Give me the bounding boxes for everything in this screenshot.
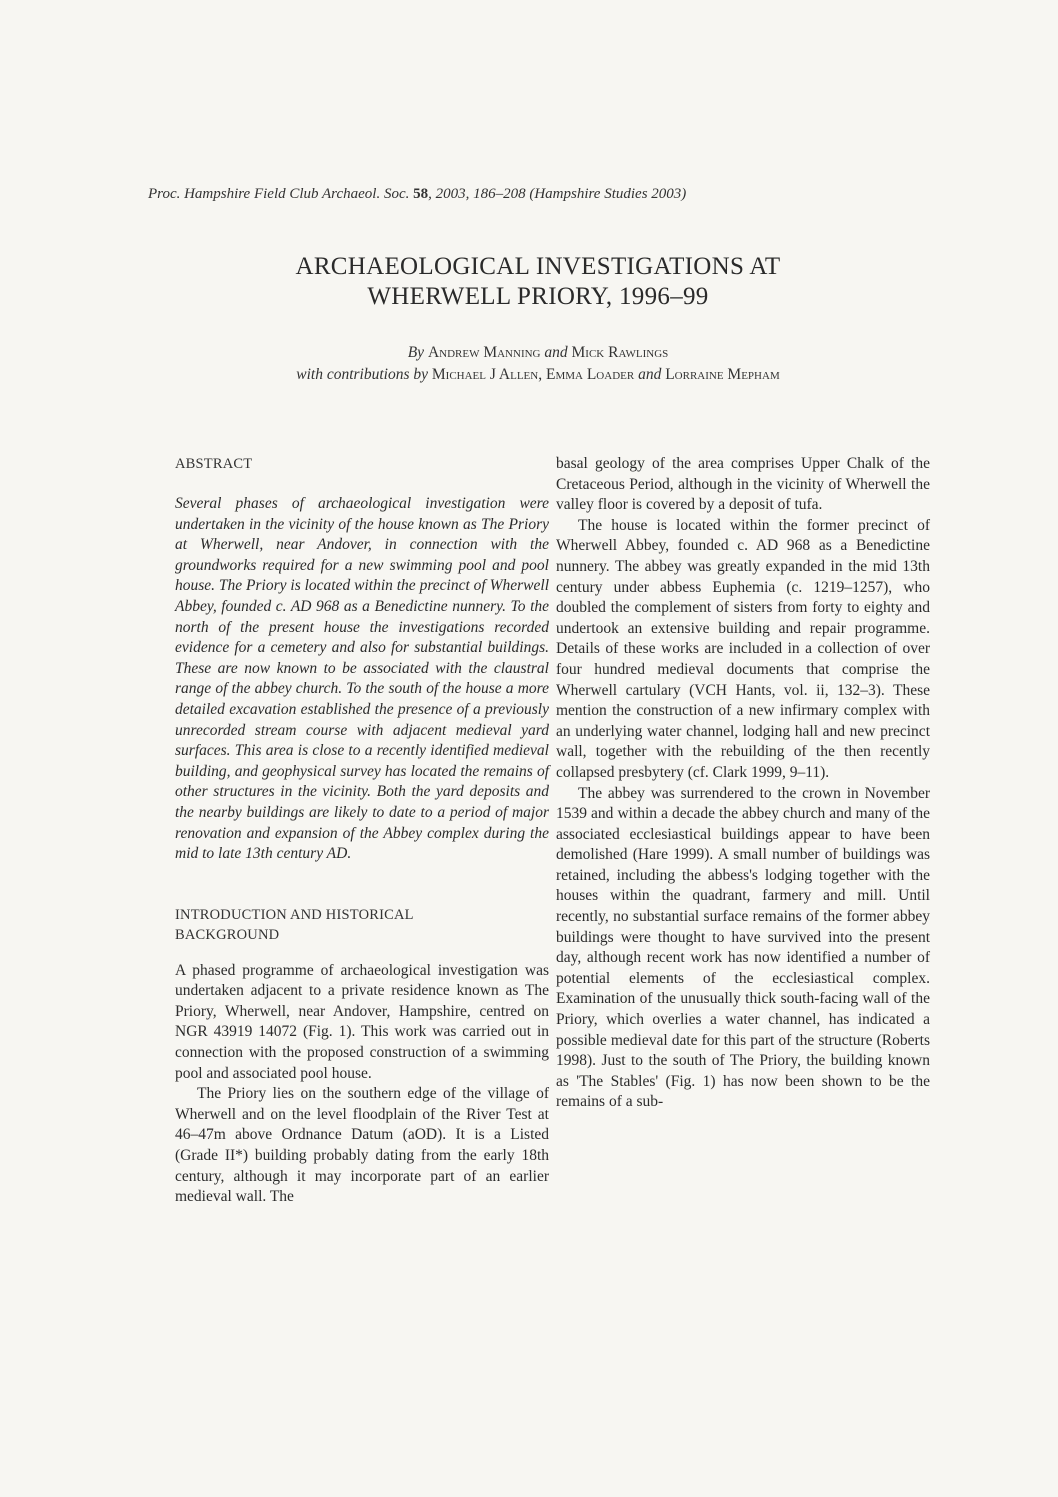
left-column: [175, 454, 549, 1208]
intro-heading: [175, 905, 549, 945]
right-column: [556, 454, 930, 1113]
running-header: [148, 186, 928, 203]
contrib-comma: ,: [538, 366, 543, 383]
right-paragraph-1: basal geology of the area comprises Upper Chalk of the Cretaceous Period, although in the vicinity of Wherwell the valley floor is covered by a deposit of tufa.: [556, 455, 930, 514]
volume-number: 58: [413, 186, 429, 202]
byline: [148, 342, 928, 386]
title-line-2: WHERWELL PRIORY, 1996–99: [367, 283, 709, 310]
contributor-2: Emma Loader: [545, 366, 635, 383]
contributor-3: Lorraine Mepham: [665, 366, 780, 383]
authors-line: [148, 342, 928, 364]
contrib-intro: with contributions by: [296, 366, 429, 383]
author-2: Mick Rawlings: [571, 344, 669, 361]
journal-name: Proc. Hampshire Field Club Archaeol. Soc.: [148, 186, 410, 202]
intro-paragraph-2: The Priory lies on the southern edge of the village of Wherwell and on the level floodplain of the River Test at 46–47m above Ordnance Datum (aOD). It is a Listed (Grade II*) building probably dating from the early 18th century, although it may incorporate part of an earlier medieval wall. The: [175, 1085, 549, 1206]
title-line-1: ARCHAEOLOGICAL INVESTIGATIONS AT: [295, 253, 781, 280]
author-1: Andrew Manning: [427, 344, 541, 361]
article-title: [148, 252, 928, 312]
citation-rest: , 2003, 186–208 (Hampshire Studies 2003): [428, 186, 687, 202]
by-word: By: [407, 344, 425, 361]
intro-paragraph-1: A phased programme of archaeological investigation was undertaken adjacent to a private residence known as The Priory, Wherwell, near Andover, Hampshire, centred on NGR 43919 14072 (Fig. 1). This work was carried out in connection with the proposed construction of a swimming pool and associated pool house.: [175, 961, 549, 1082]
contributor-1: Michael J Allen: [431, 366, 539, 383]
abstract-heading: ABSTRACT: [175, 456, 253, 472]
and-word-2: and: [638, 366, 662, 383]
and-word-1: and: [544, 344, 568, 361]
intro-heading-line-2: BACKGROUND: [175, 926, 280, 943]
right-paragraph-3: The abbey was surrendered to the crown in November 1539 and within a decade the abbey church and many of the associated ecclesiastical buildings appear to have been demolished (Hare 1999). A small number of buildings was retained, including the abbess's lodging together with the houses within the quadrant, farmery and mill. Until recently, no substantial surface remains of the former abbey buildings were thought to have survived into the present day, although recent work has now identified a number of potential elements of the ecclesiastical complex. Examination of the unusually thick south-facing wall of the Priory, which overlies a water channel, has indicated a possible medieval date for this part of the structure (Roberts 1998). Just to the south of The Priory, the building known as 'The Stables' (Fig. 1) has now been shown to be the remains of a sub-: [556, 784, 930, 1111]
contributors-line: [148, 364, 928, 386]
intro-heading-line-1: INTRODUCTION AND HISTORICAL: [175, 906, 414, 923]
right-paragraph-2: The house is located within the former precinct of Wherwell Abbey, founded c. AD 968 as a Benedictine nunnery. The abbey was greatly expanded in the mid 13th century under abbess Euphemia (c. 1219–1257), who doubled the complement of sisters from forty to eighty and undertook an extensive building and repair programme. Details of these works are included in a collection of over four hundred medieval documents that comprise the Wherwell cartulary (VCH Hants, vol. ii, 132–3). These mention the construction of a new infirmary complex with an underlying water channel, lodging hall and new precinct wall, together with the rebuilding of the then recently collapsed presbytery (cf. Clark 1999, 9–11).: [556, 516, 930, 781]
abstract-text: Several phases of archaeological investigation were undertaken in the vicinity of the house known as The Priory at Wherwell, near Andover, in connection with the groundworks required for a new swimming pool and pool house. The Priory is located within the precinct of Wherwell Abbey, founded c. AD 968 as a Benedictine nunnery. To the north of the present house the investigations recorded evidence for a cemetery and also for substantial buildings. These are now known to be associated with the claustral range of the abbey church. To the south of the house a more detailed excavation established the presence of a previously unrecorded stream course with adjacent medieval yard surfaces. This area is close to a recently identified medieval building, and geophysical survey has located the remains of other structures in the vicinity. Both the yard deposits and the nearby buildings are likely to date to a period of major renovation and expansion of the Abbey complex during the mid to late 13th century AD.: [175, 495, 549, 863]
